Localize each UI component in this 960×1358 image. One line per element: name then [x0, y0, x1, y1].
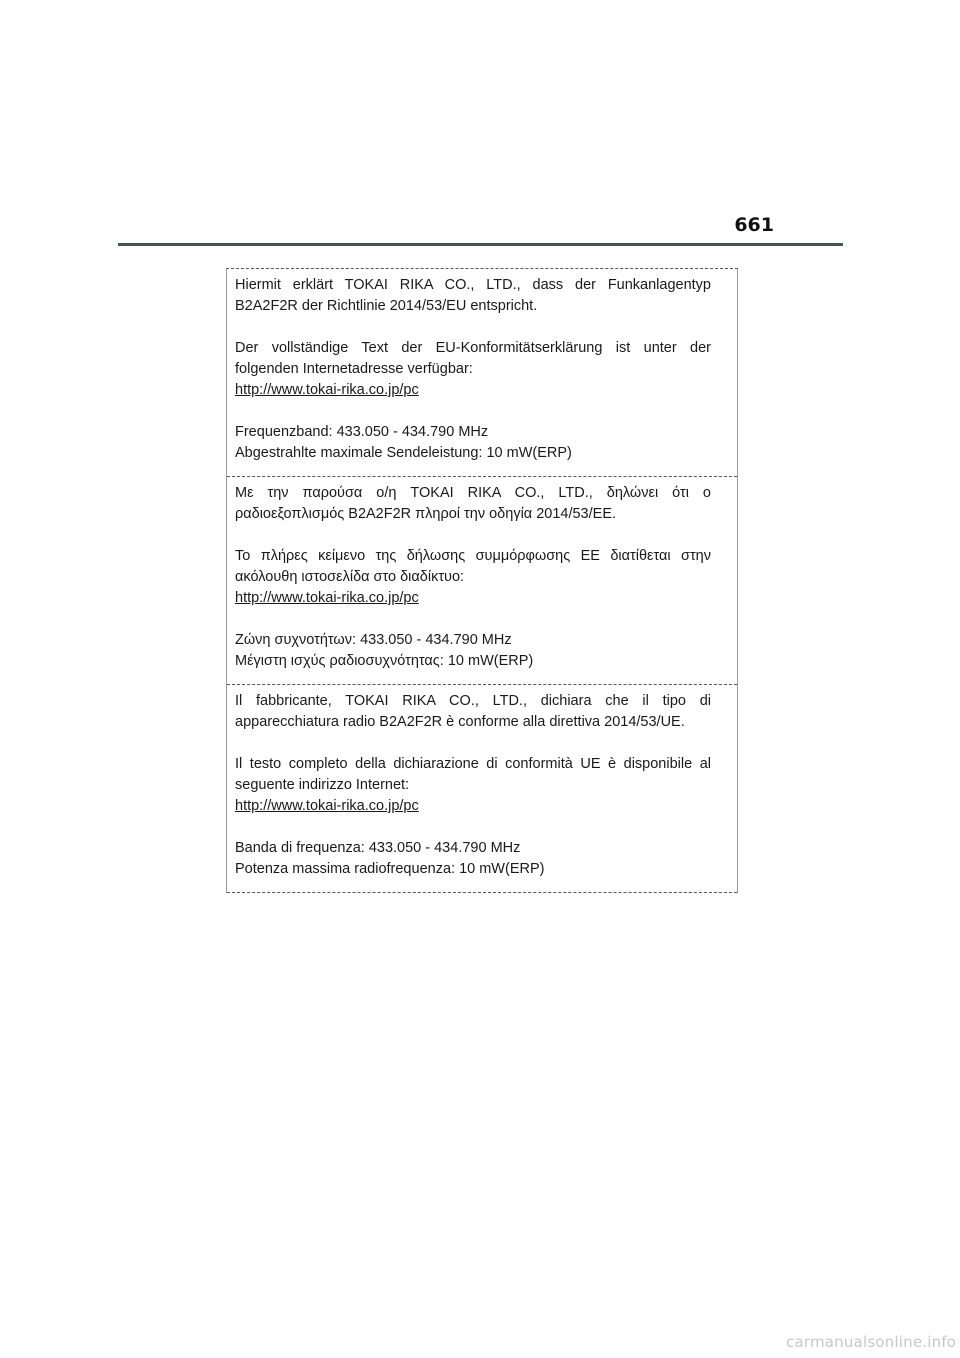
frequency-text: Ζώνη συχνοτήτων: 433.050 - 434.790 MHz [235, 632, 512, 648]
frequency-text: Banda di frequenza: 433.050 - 434.790 MHz [235, 840, 521, 856]
power-text: Abgestrahlte maximale Sendeleistung: 10 mW(ERP) [235, 445, 572, 461]
frequency-text: Frequenzband: 433.050 - 434.790 MHz [235, 424, 489, 440]
url-link[interactable]: http://www.tokai-rika.co.jp/pc [235, 798, 419, 814]
section-greek [227, 477, 737, 685]
declaration-text: Με την παρούσα ο/η TOKAI RIKA CO., LTD., δηλώνει ότι ο ραδιοεξοπλισμός B2A2F2R πληροί την οδηγία 2014/53/ΕΕ. [235, 485, 711, 522]
page-number: 661 [734, 214, 774, 236]
availability-text: Il testo completo della dichiarazione di conformità UE è disponibile al seguente indirizzo Internet: [235, 756, 711, 793]
declaration-text: Hiermit erklärt TOKAI RIKA CO., LTD., dass der Funkanlagentyp B2A2F2R der Richtlinie 2014/53/EU entspricht. [235, 277, 711, 314]
availability-text: Der vollständige Text der EU-Konformitätserklärung ist unter der folgenden Internetadresse verfügbar: [235, 340, 711, 377]
section-italian [227, 685, 737, 893]
availability-text: Το πλήρες κείμενο της δήλωσης συμμόρφωσης ΕΕ διατίθεται στην ακόλουθη ιστοσελίδα στο διαδίκτυο: [235, 548, 711, 585]
url-link[interactable]: http://www.tokai-rika.co.jp/pc [235, 590, 419, 606]
watermark: carmanualsonline.info [786, 1333, 957, 1351]
power-text: Potenza massima radiofrequenza: 10 mW(ERP) [235, 861, 545, 877]
declaration-text: Il fabbricante, TOKAI RIKA CO., LTD., dichiara che il tipo di apparecchiatura radio B2A2F2R è conforme alla direttiva 2014/53/UE. [235, 693, 711, 730]
section-german [227, 269, 737, 477]
header-rule [118, 243, 843, 246]
declarations-box [226, 268, 738, 893]
power-text: Μέγιστη ισχύς ραδιοσυχνότητας: 10 mW(ERP) [235, 653, 534, 669]
url-link[interactable]: http://www.tokai-rika.co.jp/pc [235, 382, 419, 398]
